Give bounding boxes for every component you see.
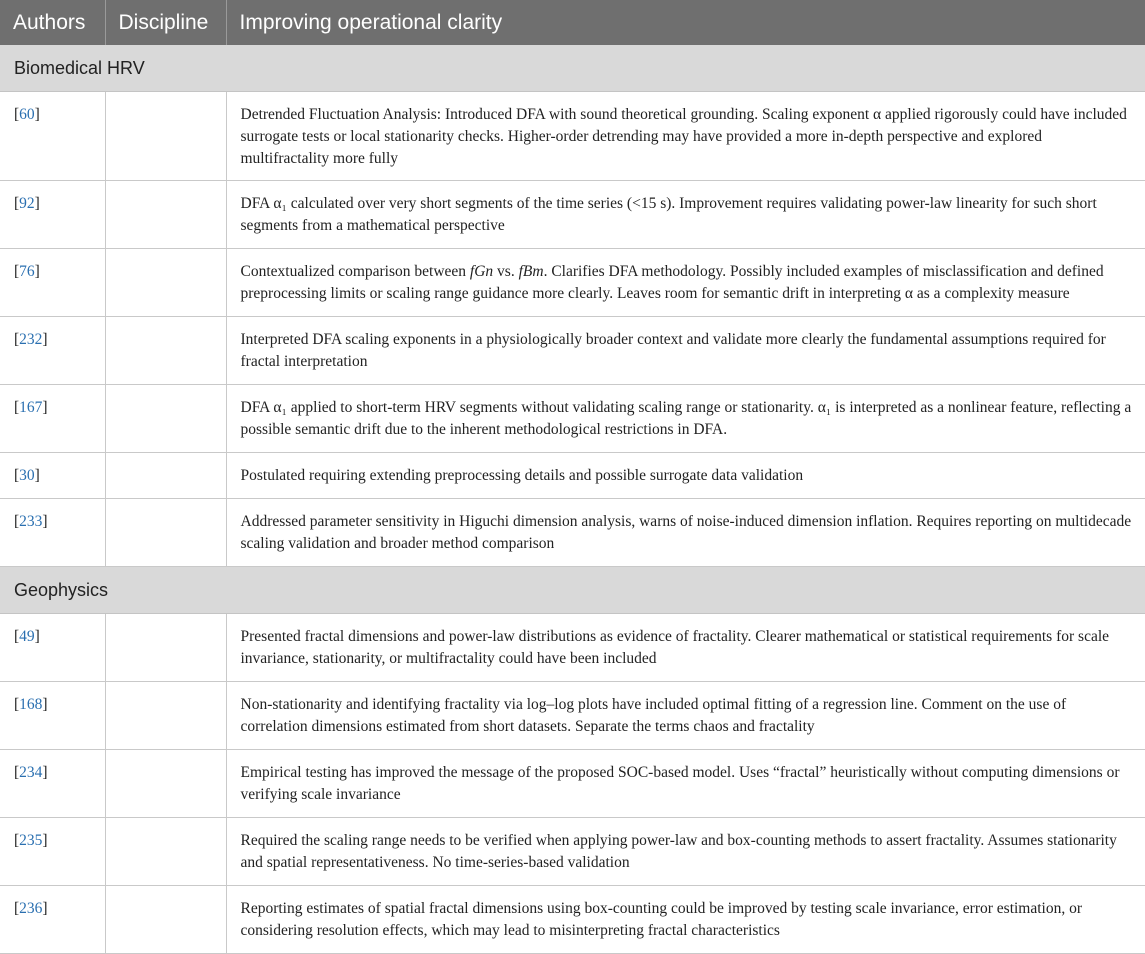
reference-cell: [234]: [0, 750, 105, 818]
reference-link[interactable]: 236: [19, 900, 43, 917]
discipline-cell: [105, 92, 226, 181]
table-row: [0, 453, 1145, 499]
table-row: [0, 818, 1145, 886]
reference-link[interactable]: 234: [19, 764, 43, 781]
reference-link[interactable]: 92: [19, 195, 35, 212]
reference-cell: [76]: [0, 249, 105, 317]
reference-cell: [235]: [0, 818, 105, 886]
table-row: [0, 750, 1145, 818]
description-text: Contextualized comparison between: [240, 263, 470, 280]
reference-cell: [168]: [0, 682, 105, 750]
description-cell: Detrended Fluctuation Analysis: Introduced DFA with sound theoretical grounding. Scaling exponent α applied rigorously could have included surrogate tests or local stationarity checks. Higher-order detrending may have provided a more in-depth perspective and explored multifractality more fully: [226, 92, 1145, 181]
header-authors: Authors: [0, 0, 105, 45]
description-cell: Reporting estimates of spatial fractal dimensions using box-counting could be improved by testing scale invariance, error estimation, or considering resolution effects, which may lead to misinterpreting fractal characteristics: [226, 886, 1145, 954]
description-cell: Postulated requiring extending preprocessing details and possible surrogate data validation: [226, 453, 1145, 499]
fgn-term: fGn: [469, 263, 494, 280]
description-cell: Required the scaling range needs to be verified when applying power-law and box-counting methods to assert fractality. Assumes stationarity and spatial representativeness. No time-series-based validation: [226, 818, 1145, 886]
description-text: vs.: [493, 263, 519, 280]
reference-link[interactable]: 167: [19, 399, 43, 416]
discipline-cell: [105, 181, 226, 249]
reference-link[interactable]: 168: [19, 696, 43, 713]
description-cell: Empirical testing has improved the message of the proposed SOC-based model. Uses “fractal” heuristically without computing dimensions or verifying scale invariance: [226, 750, 1145, 818]
description-cell: Addressed parameter sensitivity in Higuchi dimension analysis, warns of noise-induced dimension inflation. Requires reporting on multidecade scaling validation and broader method comparison: [226, 499, 1145, 567]
discipline-cell: [105, 886, 226, 954]
table-row: [0, 499, 1145, 567]
reference-cell: [232]: [0, 317, 105, 385]
discipline-cell: [105, 317, 226, 385]
table-row: [0, 886, 1145, 954]
description-cell: Presented fractal dimensions and power-law distributions as evidence of fractality. Clearer mathematical or statistical requirements for scale invariance, stationarity, or multifractality could have been included: [226, 614, 1145, 682]
discipline-cell: [105, 614, 226, 682]
section-row-biomedical: [0, 45, 1145, 92]
reference-cell: [233]: [0, 499, 105, 567]
discipline-cell: [105, 499, 226, 567]
table-row: [0, 317, 1145, 385]
discipline-cell: [105, 818, 226, 886]
reference-cell: [49]: [0, 614, 105, 682]
reference-cell: [236]: [0, 886, 105, 954]
reference-link[interactable]: 233: [19, 513, 43, 530]
reference-link[interactable]: 60: [19, 106, 35, 123]
description-cell: DFA α₁ calculated over very short segments of the time series (<15 s). Improvement requires validating power-law linearity for such short segments from a mathematical perspective: [226, 181, 1145, 249]
table-row: [0, 682, 1145, 750]
reference-link[interactable]: 30: [19, 467, 35, 484]
discipline-cell: [105, 385, 226, 453]
description-cell: [226, 249, 1145, 317]
discipline-cell: [105, 750, 226, 818]
discipline-cell: [105, 682, 226, 750]
table-header-row: [0, 0, 1145, 45]
section-title: Geophysics: [0, 567, 1145, 614]
reference-link[interactable]: 76: [19, 263, 35, 280]
table-row: [0, 385, 1145, 453]
reference-cell: [167]: [0, 385, 105, 453]
reference-cell: [30]: [0, 453, 105, 499]
reference-link[interactable]: 49: [19, 628, 35, 645]
section-title: Biomedical HRV: [0, 45, 1145, 92]
table-row: [0, 92, 1145, 181]
reference-cell: [60]: [0, 92, 105, 181]
reference-link[interactable]: 232: [19, 331, 43, 348]
description-text: . Clarifies DFA methodology. Possibly included examples of misclassification and defined preprocessing limits or scaling range guidance more clearly. Leaves room for semantic drift in interpreting α as a complexity measure: [240, 263, 1104, 302]
header-discipline: Discipline: [105, 0, 226, 45]
fbm-term: fBm: [518, 263, 544, 280]
reference-link[interactable]: 235: [19, 832, 43, 849]
header-improving-clarity: Improving operational clarity: [226, 0, 1145, 45]
section-row-geophysics: [0, 567, 1145, 614]
reference-cell: [92]: [0, 181, 105, 249]
discipline-cell: [105, 249, 226, 317]
table-row: [0, 614, 1145, 682]
description-cell: Interpreted DFA scaling exponents in a physiologically broader context and validate more clearly the fundamental assumptions required for fractal interpretation: [226, 317, 1145, 385]
description-cell: DFA α₁ applied to short-term HRV segments without validating scaling range or stationarity. α₁ is interpreted as a nonlinear feature, reflecting a possible semantic drift due to the inherent methodological restrictions in DFA.: [226, 385, 1145, 453]
table-row: [0, 181, 1145, 249]
table-row: [0, 249, 1145, 317]
description-cell: Non-stationarity and identifying fractality via log–log plots have included optimal fitting of a regression line. Comment on the use of correlation dimensions estimated from short datasets. Separate the terms chaos and fractality: [226, 682, 1145, 750]
discipline-cell: [105, 453, 226, 499]
